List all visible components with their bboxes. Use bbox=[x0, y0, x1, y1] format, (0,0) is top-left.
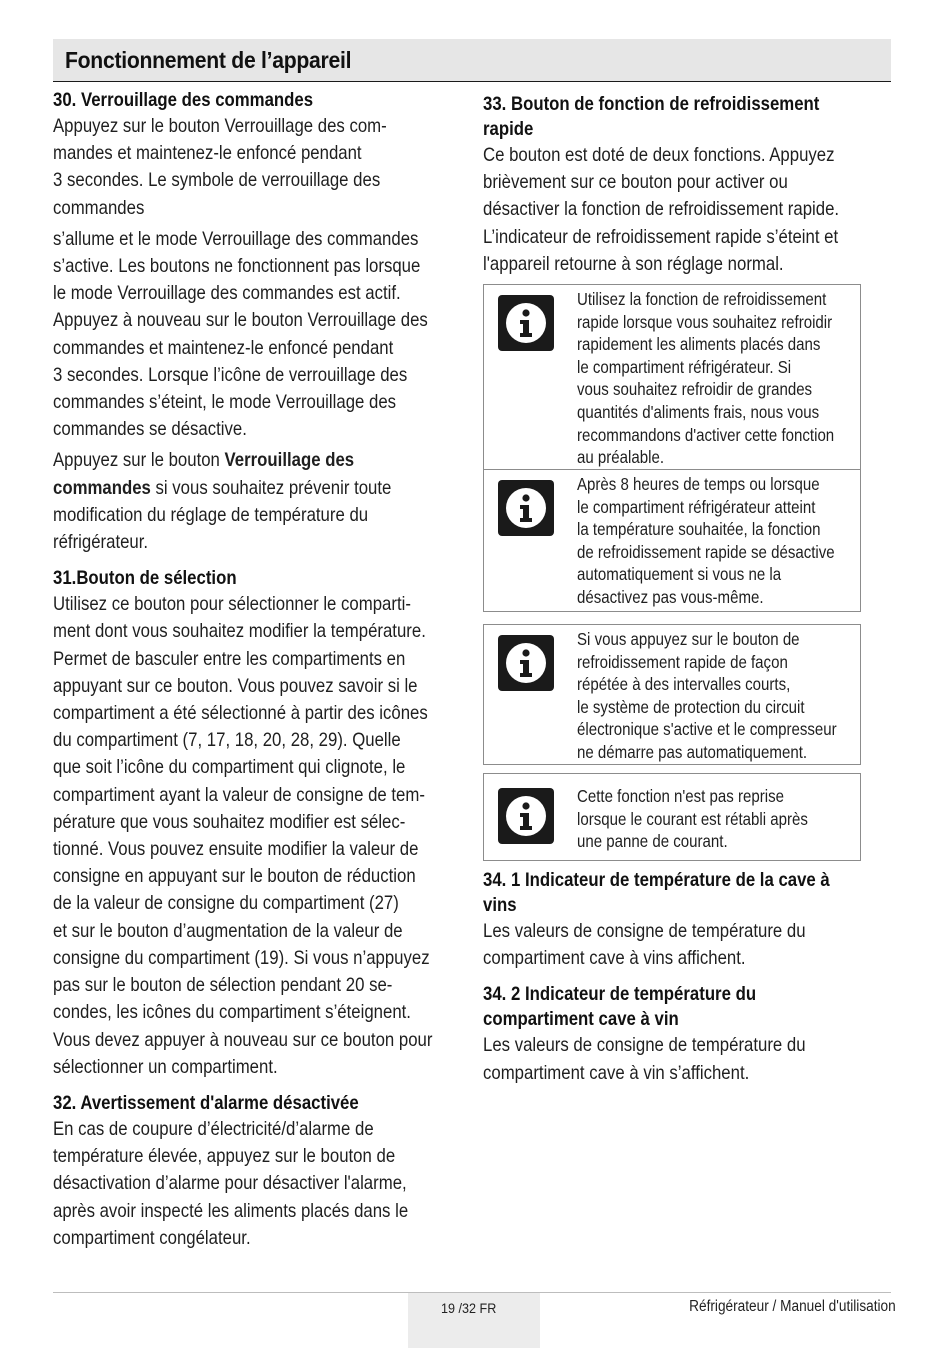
text-line: désactivez pas vous-même. bbox=[577, 586, 764, 607]
text-line: désactiver la fonction de refroidissement rapide. bbox=[483, 198, 840, 221]
heading-line: 34. 1 Indicateur de température de la cave à bbox=[483, 869, 830, 891]
info-icon-wrapper bbox=[484, 788, 567, 844]
text-line: la température souhaitée, la fonction bbox=[577, 519, 821, 540]
section-33-heading bbox=[483, 92, 880, 142]
heading-line: compartiment cave à vin bbox=[483, 1008, 679, 1031]
section-header bbox=[53, 39, 891, 82]
text-line: 3 secondes. Lorsque l’icône de verrouillage des bbox=[53, 363, 408, 386]
section-33 bbox=[483, 92, 880, 278]
text-line: rapidement les aliments placés dans bbox=[577, 334, 821, 355]
section-32 bbox=[53, 1091, 462, 1252]
info-text-1 bbox=[577, 285, 863, 472]
info-icon-wrapper bbox=[484, 480, 567, 536]
right-column bbox=[483, 92, 868, 278]
info-icon-wrapper bbox=[484, 295, 567, 351]
section-34-1 bbox=[483, 868, 896, 972]
text-line: que soit l’icône du compartiment qui clignote, le bbox=[53, 756, 406, 779]
page-number: 19 /32 FR bbox=[441, 1300, 497, 1316]
info-box-group-2 bbox=[483, 624, 861, 765]
text-line: vous souhaitez refroidir de grandes bbox=[577, 379, 813, 400]
info-text-2 bbox=[577, 470, 863, 612]
text-line: refroidissement rapide de façon bbox=[577, 651, 788, 672]
section-30-paragraph-1 bbox=[53, 113, 462, 222]
text-line: L’indicateur de refroidissement rapide s’éteint et bbox=[483, 225, 839, 248]
info-text-4 bbox=[577, 774, 863, 856]
text-line: condes, les icônes du compartiment s’éteignent. bbox=[53, 1001, 411, 1024]
section-30-heading: 30. Verrouillage des commandes bbox=[53, 89, 314, 111]
text-line: lorsque le courant est rétabli après bbox=[577, 808, 808, 829]
document-title: Réfrigérateur / Manuel d'utilisation bbox=[689, 1298, 896, 1315]
info-box-1 bbox=[483, 284, 861, 470]
text-line: ne démarre pas automatiquement. bbox=[577, 741, 808, 762]
text-line: recommandons d'activer cette fonction bbox=[577, 424, 835, 445]
text-line: au préalable. bbox=[577, 447, 665, 468]
text-line: l'appareil retourne à son réglage normal. bbox=[483, 252, 784, 275]
left-column bbox=[53, 88, 463, 1252]
text-line: Utilisez la fonction de refroidissement bbox=[577, 289, 827, 309]
text-line: le compartiment réfrigérateur. Si bbox=[577, 356, 792, 377]
bold-text: commandes bbox=[53, 476, 151, 499]
section-34-1-paragraph bbox=[483, 918, 896, 972]
section-34-2-paragraph bbox=[483, 1032, 896, 1086]
text-line: de la valeur de consigne du compartiment (27) bbox=[53, 892, 399, 915]
text-line: Si vous appuyez sur le bouton de bbox=[577, 629, 800, 649]
section-30 bbox=[53, 88, 462, 556]
text-line: du compartiment (7, 17, 18, 20, 28, 29). Quelle bbox=[53, 729, 401, 752]
info-icon bbox=[498, 635, 554, 691]
text-line: commandes s’éteint, le mode Verrouillage des bbox=[53, 391, 397, 414]
text-line: Cette fonction n'est pas reprise bbox=[577, 786, 785, 806]
info-text-3 bbox=[577, 625, 863, 767]
text-line: brièvement sur ce bouton pour activer ou bbox=[483, 171, 788, 194]
section-30-paragraph-3 bbox=[53, 447, 462, 556]
text-line: le système de protection du circuit bbox=[577, 696, 805, 717]
info-icon bbox=[498, 295, 554, 351]
text-line: quantités d'aliments frais, nous vous bbox=[577, 401, 820, 422]
text-line: électronique s'active et le compresseur bbox=[577, 719, 837, 740]
heading-line: vins bbox=[483, 894, 517, 916]
text-line: 3 secondes. Le symbole de verrouillage des bbox=[53, 169, 381, 192]
text-line: compartiment ayant la valeur de consigne de tem- bbox=[53, 783, 425, 806]
text-line: tionné. Vous pouvez ensuite modifier la valeur de bbox=[53, 838, 419, 861]
text-line: consigne en appuyant sur le bouton de réduction bbox=[53, 865, 416, 888]
section-30-paragraph-2 bbox=[53, 226, 462, 444]
text-line: une panne de courant. bbox=[577, 831, 728, 852]
text-run: Appuyez sur le bouton bbox=[53, 449, 225, 472]
text-line: réfrigérateur. bbox=[53, 531, 149, 554]
text-line: sélectionner un compartiment. bbox=[53, 1055, 278, 1078]
page-title: Fonctionnement de l’appareil bbox=[65, 47, 352, 73]
text-line: mandes et maintenez-le enfoncé pendant bbox=[53, 142, 362, 165]
text-line: Après 8 heures de temps ou lorsque bbox=[577, 474, 820, 494]
text-line: désactivation d’alarme pour désactiver l'alarme, bbox=[53, 1172, 407, 1195]
info-box-3 bbox=[483, 624, 861, 765]
text-line: compartiment cave à vin s’affichent. bbox=[483, 1061, 750, 1084]
info-icon-glyph bbox=[504, 486, 548, 530]
text-line: et sur le bouton d’augmentation de la valeur de bbox=[53, 919, 403, 942]
text-line: de refroidissement rapide se désactive bbox=[577, 541, 835, 562]
text-line: le compartiment réfrigérateur atteint bbox=[577, 496, 816, 517]
text-line: commandes et maintenez-le enfoncé pendant bbox=[53, 336, 394, 359]
text-line: Permet de basculer entre les compartiments en bbox=[53, 647, 406, 670]
section-34-2 bbox=[483, 982, 896, 1086]
text-line: rapide lorsque vous souhaitez refroidir bbox=[577, 311, 833, 332]
info-icon bbox=[498, 480, 554, 536]
info-box-2 bbox=[483, 470, 861, 612]
text-line: compartiment a été sélectionné à partir des icônes bbox=[53, 702, 428, 725]
text-line: pas sur le bouton de sélection pendant 20 se- bbox=[53, 974, 393, 997]
info-icon bbox=[498, 788, 554, 844]
section-34-2-heading bbox=[483, 982, 896, 1032]
text-line: Ce bouton est doté de deux fonctions. Appuyez bbox=[483, 144, 835, 166]
text-run: si vous souhaitez prévenir toute bbox=[150, 476, 392, 499]
text-line: température élevée, appuyez sur le bouton de bbox=[53, 1145, 396, 1168]
text-line: après avoir inspecté les aliments placés dans le bbox=[53, 1199, 409, 1222]
text-line: commandes bbox=[53, 196, 145, 219]
section-31 bbox=[53, 566, 462, 1081]
text-line: Utilisez ce bouton pour sélectionner le comparti- bbox=[53, 593, 411, 616]
info-icon-wrapper bbox=[484, 635, 567, 691]
section-32-heading: 32. Avertissement d'alarme désactivée bbox=[53, 1091, 359, 1114]
section-31-heading: 31.Bouton de sélection bbox=[53, 567, 237, 590]
heading-line: 33. Bouton de fonction de refroidissement bbox=[483, 93, 820, 115]
bold-text: Verrouillage des bbox=[224, 449, 355, 472]
info-box-group-1 bbox=[483, 284, 861, 612]
text-line: Appuyez sur le bouton Verrouillage des com- bbox=[53, 115, 387, 137]
text-line: Vous devez appuyer à nouveau sur ce bouton pour bbox=[53, 1028, 433, 1051]
info-box-group-3 bbox=[483, 773, 861, 861]
text-line: Appuyez à nouveau sur le bouton Verrouillage des bbox=[53, 309, 428, 332]
section-31-paragraph bbox=[53, 591, 462, 1081]
heading-line: 34. 2 Indicateur de température du bbox=[483, 983, 757, 1006]
section-32-paragraph bbox=[53, 1116, 462, 1252]
info-icon-glyph bbox=[504, 301, 548, 345]
info-icon-glyph bbox=[504, 794, 548, 838]
text-line: s’allume et le mode Verrouillage des commandes bbox=[53, 227, 419, 250]
text-line: Les valeurs de consigne de température du bbox=[483, 920, 806, 942]
heading-line: rapide bbox=[483, 118, 534, 140]
info-icon-glyph bbox=[504, 641, 548, 685]
section-33-paragraph bbox=[483, 142, 880, 278]
text-line: ment dont vous souhaitez modifier la température. bbox=[53, 620, 426, 643]
text-line: modification du réglage de température du bbox=[53, 503, 369, 526]
right-column-lower bbox=[483, 868, 883, 1087]
info-box-4 bbox=[483, 773, 861, 861]
text-line: le mode Verrouillage des commandes est actif. bbox=[53, 282, 401, 305]
text-line: appuyant sur ce bouton. Vous pouvez savoir si le bbox=[53, 674, 418, 697]
text-line: Les valeurs de consigne de température du bbox=[483, 1034, 806, 1057]
text-line: commandes se désactive. bbox=[53, 418, 247, 441]
text-line: consigne du compartiment (19). Si vous n’appuyez bbox=[53, 946, 430, 969]
text-line: automatiquement si vous ne la bbox=[577, 564, 782, 585]
text-line: En cas de coupure d’électricité/d’alarme de bbox=[53, 1117, 374, 1140]
section-34-1-heading bbox=[483, 868, 896, 918]
text-line: répétée à des intervalles courts, bbox=[577, 674, 791, 695]
text-line: pérature que vous souhaitez modifier est sélec- bbox=[53, 810, 406, 833]
text-line: s’active. Les boutons ne fonctionnent pas lorsque bbox=[53, 255, 421, 278]
text-line: compartiment cave à vins affichent. bbox=[483, 947, 746, 970]
text-line: compartiment congélateur. bbox=[53, 1226, 251, 1249]
